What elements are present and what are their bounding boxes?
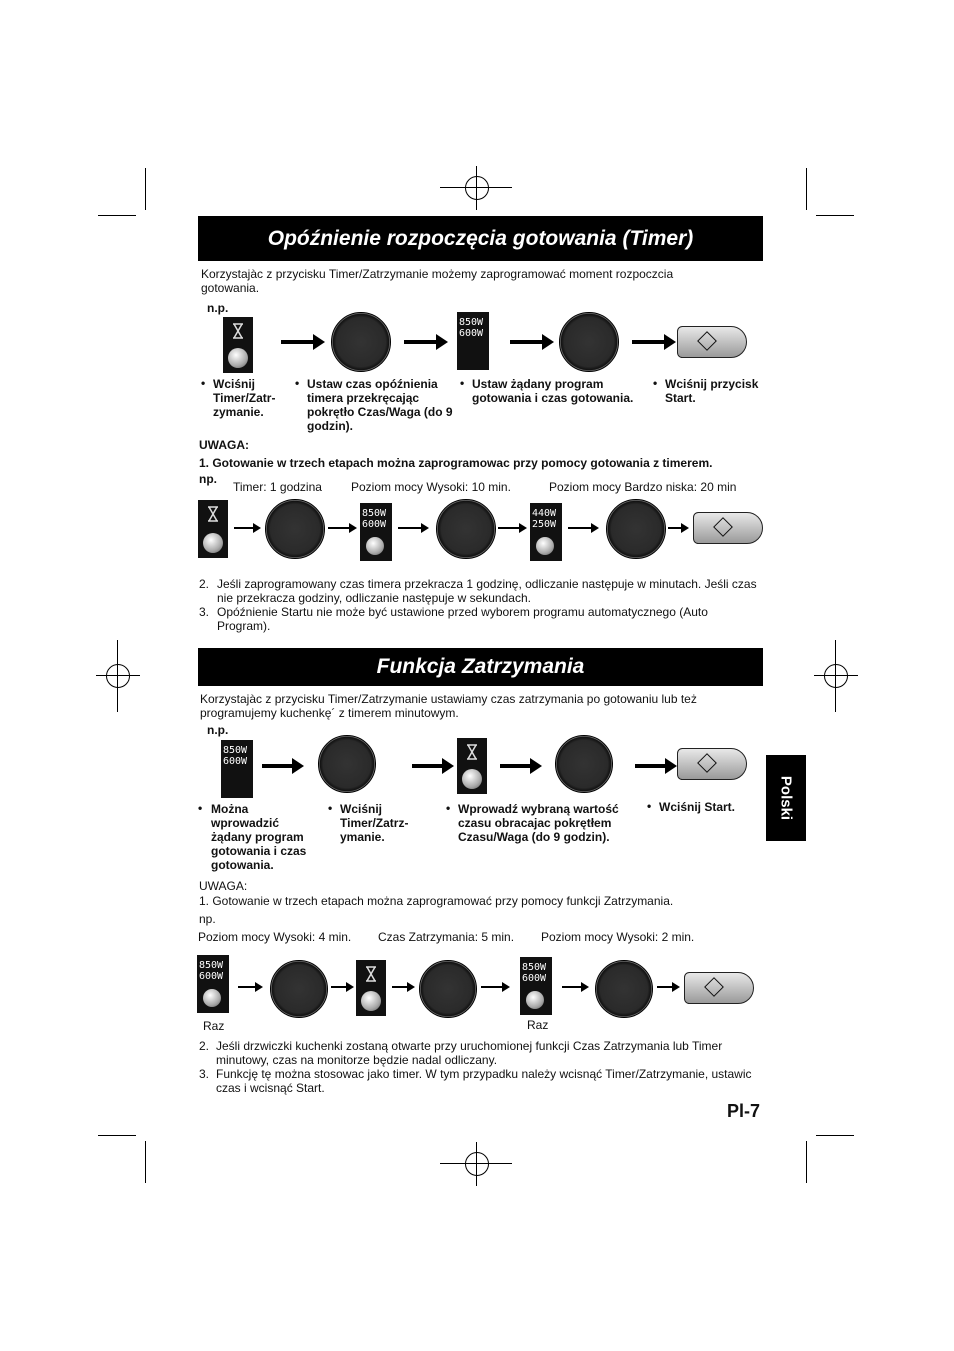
note-number: 2. [199, 1039, 210, 1053]
timer-stop-button-illustration [356, 960, 386, 1016]
note-number: 3. [199, 605, 210, 619]
power-level-button-illustration: 850W 600W [520, 957, 552, 1015]
crop-mark [145, 1141, 146, 1183]
note-item: Funkcję tę można stosowac jako timer. W tym przypadku należy wcisnąć Timer/Zatrzymanie, ustawic czas i wcisnąć Start. [216, 1067, 752, 1095]
step-bullet: • [295, 376, 300, 390]
step-text: Wciśnij Start. [659, 800, 736, 814]
time-weight-dial-illustration [559, 312, 619, 372]
arrow-icon [481, 986, 503, 988]
start-button-illustration [684, 972, 754, 1004]
example-caption: Czas Zatrzymania: 5 min. [378, 930, 515, 944]
step-text: Wciśnij Timer/Zatr-zymanie. [213, 377, 276, 419]
arrow-icon [568, 527, 592, 529]
time-weight-dial-illustration [595, 960, 653, 1018]
step-text: Ustaw czas opóźnienia timera przekręcając pokrętło Czas/Waga (do 9 godzin). [307, 377, 453, 433]
intro-text: Korzystajàc z przycisku Timer/Zatrzymanie ustawiamy czas zatrzymania po gotowaniu lub też programujemy kuchenkę´ z timerem minutowym. [200, 692, 697, 720]
time-weight-dial-illustration [270, 960, 328, 1018]
arrow-icon [632, 340, 666, 344]
arrow-icon [392, 986, 408, 988]
time-weight-dial-illustration [555, 735, 613, 793]
example-label: n.p. [207, 723, 229, 737]
example-label: np. [199, 912, 216, 926]
time-weight-dial-illustration [265, 499, 325, 559]
registration-mark [824, 664, 848, 688]
arrow-icon [498, 527, 520, 529]
note-title: UWAGA: [199, 438, 249, 452]
arrow-icon [262, 764, 294, 768]
section-title-timer: Opóźnienie rozpoczęcia gotowania (Timer) [198, 216, 763, 261]
arrow-icon [635, 764, 667, 768]
crop-mark [98, 215, 136, 216]
intro-text: Korzystajàc z przycisku Timer/Zatrzymanie możemy zaprogramować moment rozpoczcia gotowania. [201, 267, 674, 295]
arrow-icon [238, 986, 256, 988]
crop-mark [476, 166, 477, 210]
step-text: Można wprowadzić żądany program gotowania i czas gotowania. [211, 802, 307, 872]
time-weight-dial-illustration [419, 960, 477, 1018]
step-bullet: • [460, 376, 465, 390]
step-bullet: • [653, 376, 658, 390]
start-button-illustration [677, 748, 747, 780]
step-text: Wciśnij Timer/Zatrz-ymanie. [340, 802, 409, 844]
crop-mark [476, 1142, 477, 1186]
step-bullet: • [201, 376, 206, 390]
example-caption: Timer: 1 godzina [233, 480, 322, 494]
power-level-button-illustration: 850W 600W [360, 503, 392, 561]
start-button-illustration [677, 326, 747, 358]
page-number: Pl-7 [727, 1101, 761, 1121]
step-bullet: • [328, 801, 333, 815]
step-bullet: • [647, 799, 652, 813]
crop-mark [814, 675, 858, 676]
start-button-illustration [693, 512, 763, 544]
press-once-label: Raz [527, 1018, 549, 1032]
note-number: 2. [199, 577, 210, 591]
hourglass-icon [466, 744, 478, 760]
arrow-icon [398, 527, 422, 529]
note-title: UWAGA: [199, 879, 248, 893]
arrow-icon [412, 764, 444, 768]
crop-mark [835, 640, 836, 712]
step-bullet: • [446, 801, 451, 815]
arrow-icon [668, 527, 682, 529]
timer-stop-button-illustration [198, 500, 228, 558]
crop-mark [806, 1141, 807, 1183]
power-level-button-illustration: 440W 250W [530, 503, 562, 561]
step-text: Wciśnij przycisk Start. [665, 377, 759, 405]
note-item: Jeśli zaprogramowany czas timera przekracza 1 godzinę, odliczanie następuje w minutach. Jeśli czas nie przekracza godziny, odliczanie następuje w sekundach. [217, 577, 757, 605]
arrow-icon [510, 340, 544, 344]
step-bullet: • [198, 801, 203, 815]
timer-stop-button-illustration [457, 738, 487, 794]
note-item: 1. Gotowanie w trzech etapach można zaprogramować przy pomocy funkcji Zatrzymania. [199, 894, 674, 908]
arrow-icon [500, 764, 532, 768]
crop-mark [816, 215, 854, 216]
registration-mark [465, 1152, 489, 1176]
note-item: Opóźnienie Startu nie może być ustawione przed wyborem programu automatycznego (Auto Program). [217, 605, 708, 633]
power-level-button-illustration: 850W 600W [221, 740, 253, 798]
note-item: 1. Gotowanie w trzech etapach można zaprogramowac przy pomocy gotowania z timerem. [199, 456, 713, 470]
crop-mark [98, 1135, 136, 1136]
timer-stop-button-illustration [223, 317, 253, 373]
example-caption: Poziom mocy Wysoki: 2 min. [541, 930, 695, 944]
arrow-icon [562, 986, 582, 988]
arrow-icon [234, 527, 254, 529]
registration-mark [106, 664, 130, 688]
arrow-icon [328, 527, 350, 529]
example-label: np. [199, 472, 217, 486]
crop-mark [96, 675, 140, 676]
time-weight-dial-illustration [436, 499, 496, 559]
step-text: Wprowadź wybraną wartość czasu obracajac pokrętłem Czasu/Waga (do 9 godzin). [458, 802, 619, 844]
registration-mark [465, 176, 489, 200]
hourglass-icon [232, 323, 244, 339]
arrow-icon [281, 340, 315, 344]
time-weight-dial-illustration [331, 312, 391, 372]
time-weight-dial-illustration [606, 499, 666, 559]
note-number: 3. [199, 1067, 210, 1081]
section-title-hold: Funkcja Zatrzymania [198, 648, 763, 686]
time-weight-dial-illustration [318, 735, 376, 793]
example-caption: Poziom mocy Wysoki: 10 min. [351, 480, 511, 494]
arrow-icon [331, 986, 347, 988]
crop-mark [816, 1135, 854, 1136]
hourglass-icon [365, 966, 377, 982]
language-tab: Polski [766, 755, 806, 841]
note-item: Jeśli drzwiczki kuchenki zostaną otwarte przy uruchomionej funkcji Czas Zatrzymania lub Timer minutowy, czas na monitorze będzie nadal odliczany. [216, 1039, 723, 1067]
hourglass-icon [207, 506, 219, 522]
example-label: n.p. [207, 301, 229, 315]
power-level-button-illustration: 850W 600W [197, 955, 229, 1013]
arrow-icon [657, 986, 673, 988]
press-once-label: Raz [203, 1019, 225, 1033]
crop-mark [145, 168, 146, 210]
step-text: Ustaw żądany program gotowania i czas gotowania. [472, 377, 634, 405]
crop-mark [117, 640, 118, 712]
arrow-icon [404, 340, 438, 344]
crop-mark [806, 168, 807, 210]
power-level-button-illustration: 850W 600W [457, 312, 489, 370]
example-caption: Poziom mocy Bardzo niska: 20 min [549, 480, 737, 494]
example-caption: Poziom mocy Wysoki: 4 min. [198, 930, 352, 944]
